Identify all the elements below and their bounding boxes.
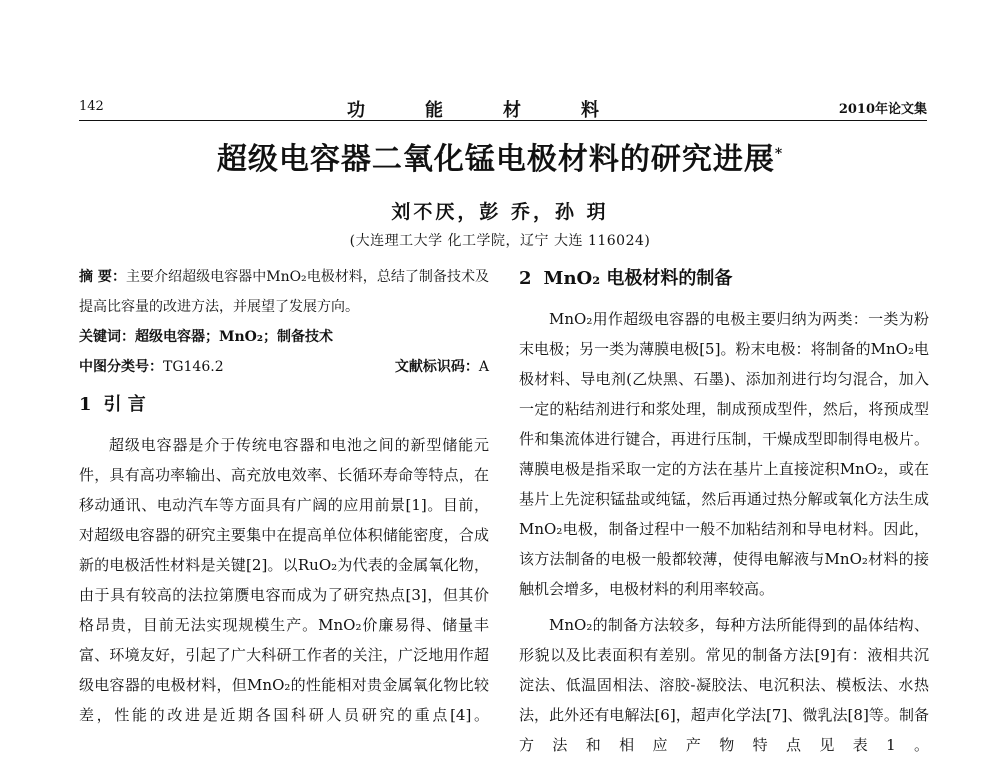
issue-label: 2010年论文集: [838, 102, 927, 117]
paper-title-text: 超级电容器二氧化锰电极材料的研究进展: [216, 142, 775, 177]
section-title: MnO₂ 电极材料的制备: [543, 268, 733, 289]
right-column: [519, 262, 929, 760]
classification-line: [79, 352, 489, 382]
clc-value: TG146.2: [163, 359, 224, 375]
doc-code-value: A: [478, 359, 489, 375]
section-title: 引 言: [103, 394, 146, 415]
electrode-paragraph: MnO₂用作超级电容器的电极主要归纳为两类：一类为粉末电极；另一类为薄膜电极[5]。粉末电极：将制备的MnO₂电极材料、导电剂(乙炔黑、石墨)、添加剂进行均匀混合，加入一定的粘结剂进行和浆处理，制成预成型件，然后，将预成型件和集流体进行键合，再进行压制，干燥成型即制得电极片。薄膜电极是指采取一定的方法在基片上直接淀积MnO₂，或在基片上先淀积锰盐或纯锰，然后再通过热分解或氧化方法生成MnO₂电极，制备过程中一般不加粘结剂和导电材料。因此，该方法制备的电极一般都较薄，使得电解液与MnO₂材料的接触机会增多，电极材料的利用率较高。: [519, 310, 929, 598]
page-number: 142: [79, 99, 104, 114]
section-heading-2: [519, 264, 929, 294]
abstract-label: 摘 要：: [79, 269, 126, 285]
keywords-text: 超级电容器；MnO₂；制备技术: [135, 329, 334, 345]
intro-paragraph: 超级电容器是介于传统电容器和电池之间的新型储能元件，具有高功率输出、高充放电效率、长循环寿命等特点，在移动通讯、电动汽车等方面具有广阔的应用前景[1]。目前，对超级电容器的研究主要集中在提高单位体积储能密度，合成新的电极活性材料是关键[2]。以RuO₂为代表的金属氧化物，由于具有较高的法拉第赝电容而成为了研究热点[3]，但其价格昂贵，目前无法实现规模生产。MnO₂价廉易得、储量丰富、环境友好，引起了广大科研工作者的关注，广泛地用作超级电容器的电极材料，但MnO₂的性能相对贵金属氧化物比较差，性能的改进是近期各国科研人员研究的重点[4]。: [79, 436, 489, 724]
section-number: 1: [79, 394, 92, 415]
paper-title: [0, 134, 1000, 178]
authors: 刘不厌，彭 乔，孙 玥: [391, 201, 609, 223]
clc-label: 中图分类号：: [79, 359, 163, 375]
section-heading-1: [79, 390, 489, 420]
running-header: [79, 96, 927, 121]
affiliation: (大连理工大学 化工学院，辽宁 大连 116024): [349, 233, 651, 249]
doc-code-label: 文献标识码：: [394, 359, 479, 375]
journal-name: 功能材料: [347, 100, 659, 121]
section-number: 2: [519, 268, 532, 289]
abstract: [79, 262, 489, 322]
methods-paragraph: MnO₂的制备方法较多，每种方法所能得到的晶体结构、形貌以及比表面积有差别。常见的制备方法[9]有：液相共沉淀法、低温固相法、溶胶-凝胶法、电沉积法、模板法、水热法，此外还有电解法[6]，超声化学法[7]、微乳法[8]等。制备方法和相应产物特点见表1。: [519, 616, 929, 754]
left-column: [79, 262, 489, 730]
title-footnote-mark: *: [774, 146, 784, 162]
keywords-label: 关键词：: [79, 329, 135, 345]
keywords: [79, 322, 489, 352]
abstract-text: 主要介绍超级电容器中MnO₂电极材料，总结了制备技术及提高比容量的改进方法，并展望了发展方向。: [79, 269, 489, 315]
